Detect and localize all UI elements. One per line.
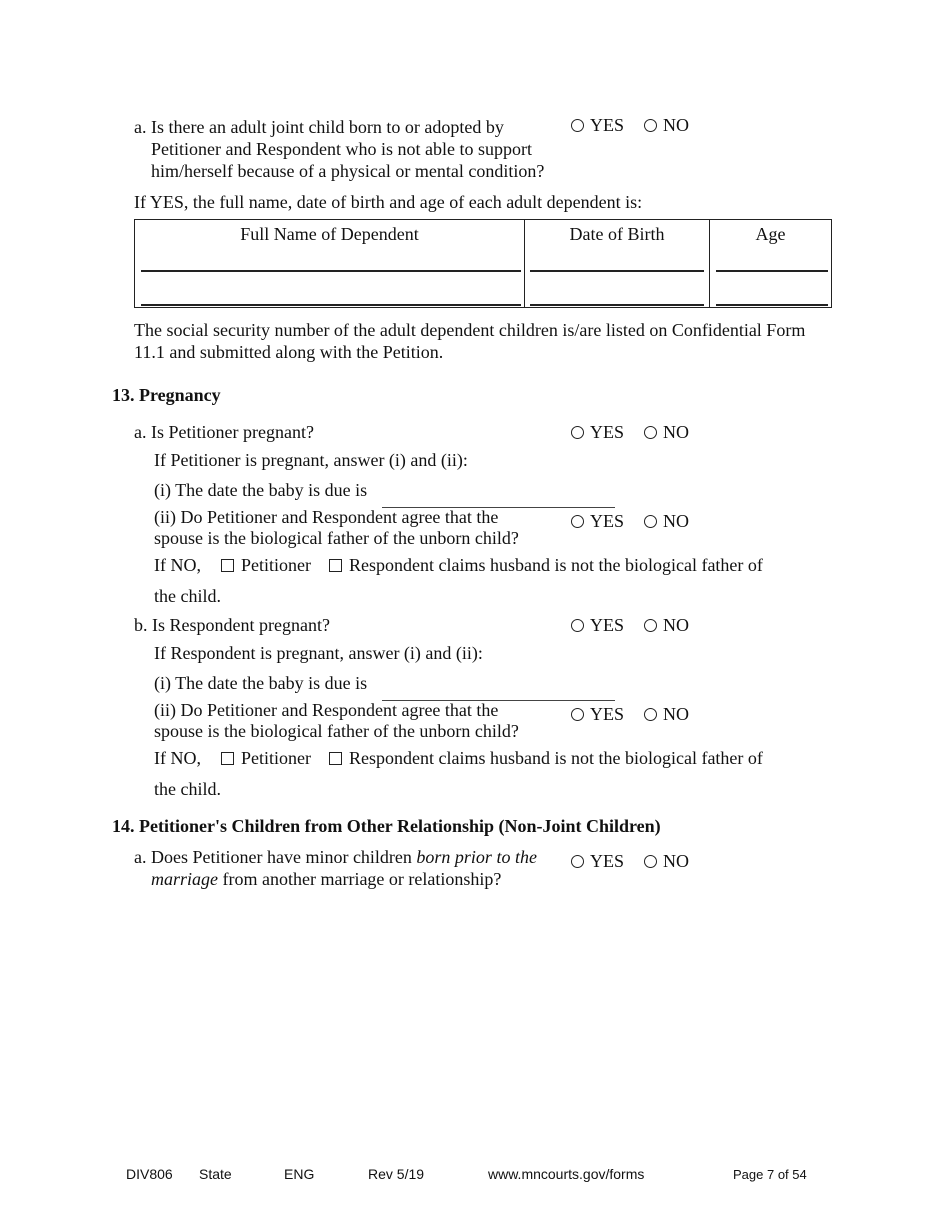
radio-circle-icon <box>644 515 657 528</box>
footer-language: ENG <box>284 1166 315 1182</box>
section-13-heading: 13. Pregnancy <box>112 385 221 405</box>
q14a-line2 <box>151 868 501 890</box>
radio-circle-icon <box>571 515 584 528</box>
q14a-prefix: a. Does Petitioner have minor children <box>134 847 417 867</box>
footer-form-id: DIV806 <box>126 1166 173 1182</box>
radio-circle-icon <box>571 708 584 721</box>
dependent-age-field-1[interactable] <box>716 270 828 272</box>
yes-label: YES <box>590 422 625 442</box>
radio-circle-icon <box>644 708 657 721</box>
no-label: NO <box>663 704 690 724</box>
q12a-no-radio[interactable] <box>644 114 689 136</box>
dependents-table <box>134 219 832 308</box>
q13a-the-child: the child. <box>154 586 221 606</box>
q13b-instruction: If Respondent is pregnant, answer (i) and (ii): <box>154 643 483 663</box>
yes-label: YES <box>590 115 625 135</box>
q13b-ii-radio-group <box>571 703 709 725</box>
q14a-italic-marriage: marriage <box>151 869 218 889</box>
q14a-italic-born-prior: born prior to the <box>416 847 537 867</box>
q13a-ii-line1: (ii) Do Petitioner and Respondent agree that the <box>154 507 499 527</box>
q13a-petitioner-checkbox[interactable] <box>221 559 234 572</box>
q13b-ii-line2: spouse is the biological father of the unborn child? <box>154 721 519 741</box>
radio-circle-icon <box>644 855 657 868</box>
q12a-yes-radio[interactable] <box>571 114 624 136</box>
petitioner-label: Petitioner <box>241 555 311 575</box>
q13a-ii-no-radio[interactable] <box>644 510 689 532</box>
ssn-note-line2: 11.1 and submitted along with the Petition. <box>134 342 444 362</box>
q13a-question: a. Is Petitioner pregnant? <box>134 422 314 442</box>
radio-circle-icon <box>571 426 584 439</box>
q13b-the-child: the child. <box>154 779 221 799</box>
q13a-respondent-checkbox[interactable] <box>329 559 342 572</box>
dependent-name-field-2[interactable] <box>141 304 521 306</box>
q14a-line1 <box>134 846 537 868</box>
q12a-text-line1: a. Is there an adult joint child born to or adopted by <box>134 117 504 137</box>
radio-circle-icon <box>571 855 584 868</box>
q13b-ii-yes-radio[interactable] <box>571 703 624 725</box>
footer-jurisdiction: State <box>199 1166 232 1182</box>
q13a-instruction: If Petitioner is pregnant, answer (i) and (ii): <box>154 450 468 470</box>
if-no-label: If NO, <box>154 748 201 768</box>
radio-circle-icon <box>571 619 584 632</box>
q13a-radio-group <box>571 421 709 443</box>
footer-page-number: Page 7 of 54 <box>733 1167 807 1182</box>
dependent-dob-field-1[interactable] <box>530 270 704 272</box>
no-label: NO <box>663 115 690 135</box>
petitioner-label: Petitioner <box>241 748 311 768</box>
radio-circle-icon <box>571 119 584 132</box>
column-header-date-of-birth: Date of Birth <box>569 224 665 244</box>
q13b-due-date-label: (i) The date the baby is due is <box>154 673 368 693</box>
dependent-dob-field-2[interactable] <box>530 304 704 306</box>
footer-url-link[interactable]: www.mncourts.gov/forms <box>488 1166 645 1182</box>
q13a-due-date-label: (i) The date the baby is due is <box>154 480 368 500</box>
respondent-claim-label: Respondent claims husband is not the biological father of <box>349 555 763 575</box>
dependent-age-field-2[interactable] <box>716 304 828 306</box>
yes-label: YES <box>590 704 625 724</box>
q13b-no-radio[interactable] <box>644 614 689 636</box>
yes-label: YES <box>590 615 625 635</box>
q13b-yes-radio[interactable] <box>571 614 624 636</box>
q13b-petitioner-checkbox[interactable] <box>221 752 234 765</box>
q13a-ii-yes-radio[interactable] <box>571 510 624 532</box>
q13a-yes-radio[interactable] <box>571 421 624 443</box>
q12a-text-line2: Petitioner and Respondent who is not able to support <box>151 139 532 159</box>
radio-circle-icon <box>644 619 657 632</box>
q13b-question: b. Is Respondent pregnant? <box>134 615 330 635</box>
no-label: NO <box>663 615 690 635</box>
q13b-ii-no-radio[interactable] <box>644 703 689 725</box>
q12a-text-line3: him/herself because of a physical or mental condition? <box>151 161 545 181</box>
q14a-no-radio[interactable] <box>644 850 689 872</box>
column-header-age: Age <box>755 224 786 244</box>
column-header-full-name: Full Name of Dependent <box>240 224 419 244</box>
q12a-radio-group <box>571 114 709 136</box>
q12a-if-yes-instruction: If YES, the full name, date of birth and age of each adult dependent is: <box>134 192 643 212</box>
q13b-if-no-row <box>154 747 763 769</box>
q13a-if-no-row <box>154 554 763 576</box>
q13b-respondent-checkbox[interactable] <box>329 752 342 765</box>
q13a-no-radio[interactable] <box>644 421 689 443</box>
respondent-claim-label: Respondent claims husband is not the biological father of <box>349 748 763 768</box>
ssn-note-line1: The social security number of the adult dependent children is/are listed on Confidential Form <box>134 320 806 340</box>
q13b-ii-line1: (ii) Do Petitioner and Respondent agree that the <box>154 700 499 720</box>
q14a-rest: from another marriage or relationship? <box>218 869 502 889</box>
q13a-ii-radio-group <box>571 510 709 532</box>
q13a-ii-line2: spouse is the biological father of the unborn child? <box>154 528 519 548</box>
no-label: NO <box>663 422 690 442</box>
section-14-heading: 14. Petitioner's Children from Other Relationship (Non-Joint Children) <box>112 816 661 836</box>
q14a-yes-radio[interactable] <box>571 850 624 872</box>
q13b-radio-group <box>571 614 709 636</box>
dependent-name-field-1[interactable] <box>141 270 521 272</box>
no-label: NO <box>663 511 690 531</box>
footer-revision: Rev 5/19 <box>368 1166 425 1182</box>
yes-label: YES <box>590 511 625 531</box>
if-no-label: If NO, <box>154 555 201 575</box>
no-label: NO <box>663 851 690 871</box>
yes-label: YES <box>590 851 625 871</box>
q14a-radio-group <box>571 850 709 872</box>
radio-circle-icon <box>644 426 657 439</box>
radio-circle-icon <box>644 119 657 132</box>
